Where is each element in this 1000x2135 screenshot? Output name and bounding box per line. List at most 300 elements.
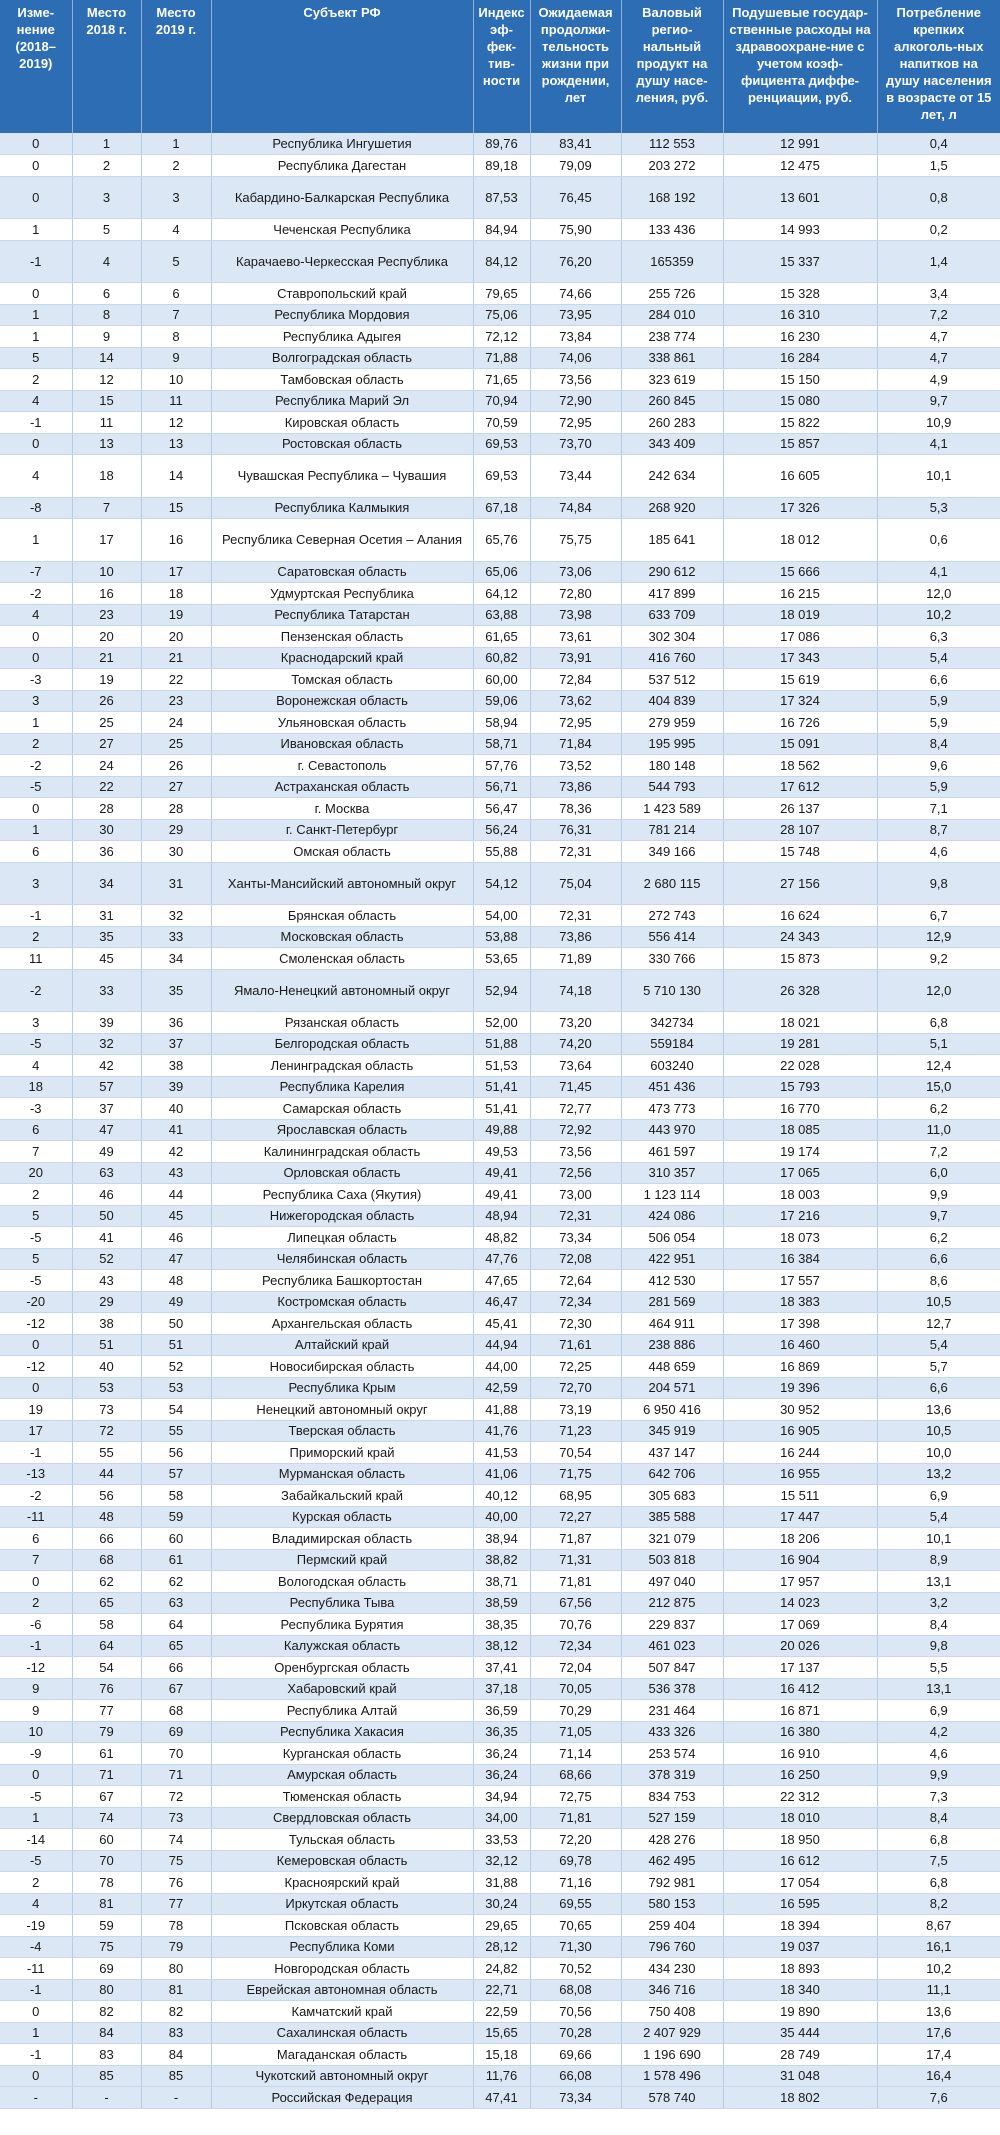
grp-cell: 506 054 xyxy=(621,1227,723,1249)
health-spending-cell: 16 612 xyxy=(723,1850,877,1872)
efficiency-index-cell: 69,53 xyxy=(473,433,530,455)
rank-2018-cell: 3 xyxy=(72,176,141,219)
subject-cell: Республика Марий Эл xyxy=(211,390,473,412)
grp-cell: 323 619 xyxy=(621,369,723,391)
rank-2019-cell: 83 xyxy=(141,2022,211,2044)
subject-cell: Кабардино-Балкарская Республика xyxy=(211,176,473,219)
grp-cell: 507 847 xyxy=(621,1657,723,1679)
rank-2019-cell: 20 xyxy=(141,626,211,648)
rank-2019-cell: 66 xyxy=(141,1657,211,1679)
header-subject: Субъект РФ xyxy=(211,0,473,133)
rank-2019-cell: 43 xyxy=(141,1162,211,1184)
grp-cell: 642 706 xyxy=(621,1463,723,1485)
efficiency-index-cell: 38,94 xyxy=(473,1528,530,1550)
grp-cell: 781 214 xyxy=(621,819,723,841)
efficiency-index-cell: 61,65 xyxy=(473,626,530,648)
grp-cell: 578 740 xyxy=(621,2087,723,2109)
change-cell: -5 xyxy=(0,776,72,798)
grp-cell: 796 760 xyxy=(621,1936,723,1958)
grp-cell: 330 766 xyxy=(621,948,723,970)
grp-cell: 437 147 xyxy=(621,1442,723,1464)
rank-2019-cell: 4 xyxy=(141,219,211,241)
grp-cell: 536 378 xyxy=(621,1678,723,1700)
alcohol-cell: 5,7 xyxy=(877,1356,1000,1378)
rank-2019-cell: 68 xyxy=(141,1700,211,1722)
header-rank-2018: Место 2018 г. xyxy=(72,0,141,133)
table-row xyxy=(0,1270,1000,1292)
header-grp-per-capita: Валовый регио-нальный продукт на душу насе-ления, руб. xyxy=(621,0,723,133)
alcohol-cell: 15,0 xyxy=(877,1076,1000,1098)
health-spending-cell: 18 206 xyxy=(723,1528,877,1550)
change-cell: 0 xyxy=(0,133,72,155)
health-spending-cell: 16 380 xyxy=(723,1721,877,1743)
life-expectancy-cell: 73,86 xyxy=(530,926,621,948)
efficiency-index-cell: 69,53 xyxy=(473,455,530,498)
rank-2019-cell: 16 xyxy=(141,519,211,562)
header-alcohol-consumption: Потребление крепких алкоголь-ных напитков на душу населения в возрасте от 15 лет, л xyxy=(877,0,1000,133)
alcohol-cell: 12,7 xyxy=(877,1313,1000,1335)
alcohol-cell: 10,9 xyxy=(877,412,1000,434)
life-expectancy-cell: 70,56 xyxy=(530,2001,621,2023)
health-spending-cell: 15 150 xyxy=(723,369,877,391)
subject-cell: Камчатский край xyxy=(211,2001,473,2023)
table-row xyxy=(0,2022,1000,2044)
subject-cell: Краснодарский край xyxy=(211,647,473,669)
alcohol-cell: 0,4 xyxy=(877,133,1000,155)
rank-2019-cell: 50 xyxy=(141,1313,211,1335)
change-cell: -20 xyxy=(0,1291,72,1313)
rank-2018-cell: 70 xyxy=(72,1850,141,1872)
change-cell: 1 xyxy=(0,519,72,562)
rank-2019-cell: 15 xyxy=(141,497,211,519)
rank-2018-cell: 80 xyxy=(72,1979,141,2001)
health-spending-cell: 20 026 xyxy=(723,1635,877,1657)
efficiency-index-cell: 44,00 xyxy=(473,1356,530,1378)
life-expectancy-cell: 73,44 xyxy=(530,455,621,498)
health-spending-cell: 12 475 xyxy=(723,155,877,177)
health-spending-cell: 16 605 xyxy=(723,455,877,498)
table-row xyxy=(0,1958,1000,1980)
change-cell: 7 xyxy=(0,1549,72,1571)
efficiency-index-cell: 65,76 xyxy=(473,519,530,562)
grp-cell: 1 123 114 xyxy=(621,1184,723,1206)
efficiency-index-cell: 52,94 xyxy=(473,969,530,1012)
change-cell: 18 xyxy=(0,1076,72,1098)
life-expectancy-cell: 70,76 xyxy=(530,1614,621,1636)
table-row xyxy=(0,647,1000,669)
alcohol-cell: 8,7 xyxy=(877,819,1000,841)
rank-2019-cell: 63 xyxy=(141,1592,211,1614)
grp-cell: 284 010 xyxy=(621,304,723,326)
change-cell: 0 xyxy=(0,1377,72,1399)
grp-cell: 443 970 xyxy=(621,1119,723,1141)
change-cell: 7 xyxy=(0,1141,72,1163)
rank-2019-cell: 72 xyxy=(141,1786,211,1808)
grp-cell: 260 283 xyxy=(621,412,723,434)
table-row xyxy=(0,347,1000,369)
alcohol-cell: 6,6 xyxy=(877,1248,1000,1270)
table-row xyxy=(0,905,1000,927)
alcohol-cell: 9,8 xyxy=(877,862,1000,905)
subject-cell: Красноярский край xyxy=(211,1872,473,1894)
header-efficiency-index: Индекс эф-фек-тив-ности xyxy=(473,0,530,133)
table-row xyxy=(0,1764,1000,1786)
change-cell: 0 xyxy=(0,433,72,455)
grp-cell: 238 774 xyxy=(621,326,723,348)
efficiency-index-cell: 72,12 xyxy=(473,326,530,348)
table-header xyxy=(0,0,1000,133)
life-expectancy-cell: 72,31 xyxy=(530,1205,621,1227)
rank-2019-cell: 10 xyxy=(141,369,211,391)
rank-2019-cell: 49 xyxy=(141,1291,211,1313)
subject-cell: Республика Крым xyxy=(211,1377,473,1399)
health-spending-cell: 16 905 xyxy=(723,1420,877,1442)
life-expectancy-cell: 79,09 xyxy=(530,155,621,177)
efficiency-index-cell: 89,76 xyxy=(473,133,530,155)
table-row xyxy=(0,798,1000,820)
table-row xyxy=(0,2065,1000,2087)
table-row xyxy=(0,1377,1000,1399)
change-cell: -9 xyxy=(0,1743,72,1765)
rank-2019-cell: 51 xyxy=(141,1334,211,1356)
subject-cell: Тульская область xyxy=(211,1829,473,1851)
grp-cell: 428 276 xyxy=(621,1829,723,1851)
efficiency-index-cell: 38,12 xyxy=(473,1635,530,1657)
grp-cell: 461 597 xyxy=(621,1141,723,1163)
life-expectancy-cell: 71,30 xyxy=(530,1936,621,1958)
subject-cell: Архангельская область xyxy=(211,1313,473,1335)
rank-2018-cell: 17 xyxy=(72,519,141,562)
subject-cell: Республика Калмыкия xyxy=(211,497,473,519)
life-expectancy-cell: 73,62 xyxy=(530,690,621,712)
grp-cell: 2 407 929 xyxy=(621,2022,723,2044)
rank-2019-cell: 59 xyxy=(141,1506,211,1528)
rank-2019-cell: 30 xyxy=(141,841,211,863)
alcohol-cell: 12,0 xyxy=(877,969,1000,1012)
life-expectancy-cell: 74,84 xyxy=(530,497,621,519)
change-cell: 0 xyxy=(0,2001,72,2023)
efficiency-index-cell: 59,06 xyxy=(473,690,530,712)
grp-cell: 1 578 496 xyxy=(621,2065,723,2087)
efficiency-index-cell: 84,12 xyxy=(473,240,530,283)
rank-2018-cell: 31 xyxy=(72,905,141,927)
rank-2019-cell: 26 xyxy=(141,755,211,777)
alcohol-cell: 11,0 xyxy=(877,1119,1000,1141)
subject-cell: Республика Бурятия xyxy=(211,1614,473,1636)
alcohol-cell: 3,2 xyxy=(877,1592,1000,1614)
efficiency-index-cell: 70,59 xyxy=(473,412,530,434)
rank-2019-cell: 42 xyxy=(141,1141,211,1163)
life-expectancy-cell: 73,34 xyxy=(530,2087,621,2109)
health-spending-cell: 17 957 xyxy=(723,1571,877,1593)
health-spending-cell: 16 871 xyxy=(723,1700,877,1722)
health-spending-cell: 18 010 xyxy=(723,1807,877,1829)
table-row xyxy=(0,412,1000,434)
efficiency-index-cell: 53,88 xyxy=(473,926,530,948)
life-expectancy-cell: 72,56 xyxy=(530,1162,621,1184)
change-cell: 0 xyxy=(0,626,72,648)
life-expectancy-cell: 75,04 xyxy=(530,862,621,905)
efficiency-index-cell: 71,88 xyxy=(473,347,530,369)
rank-2018-cell: 45 xyxy=(72,948,141,970)
health-spending-cell: 12 991 xyxy=(723,133,877,155)
alcohol-cell: 6,3 xyxy=(877,626,1000,648)
change-cell: -12 xyxy=(0,1313,72,1335)
life-expectancy-cell: 71,89 xyxy=(530,948,621,970)
rank-2018-cell: 55 xyxy=(72,1442,141,1464)
rank-2019-cell: 17 xyxy=(141,561,211,583)
grp-cell: 2 680 115 xyxy=(621,862,723,905)
efficiency-index-cell: 60,00 xyxy=(473,669,530,691)
table-row xyxy=(0,776,1000,798)
table-row xyxy=(0,1614,1000,1636)
rank-2019-cell: 27 xyxy=(141,776,211,798)
life-expectancy-cell: 72,90 xyxy=(530,390,621,412)
grp-cell: 212 875 xyxy=(621,1592,723,1614)
change-cell: 2 xyxy=(0,1592,72,1614)
rank-2018-cell: 32 xyxy=(72,1033,141,1055)
rank-2019-cell: 34 xyxy=(141,948,211,970)
rank-2019-cell: 47 xyxy=(141,1248,211,1270)
grp-cell: 1 196 690 xyxy=(621,2044,723,2066)
alcohol-cell: 1,4 xyxy=(877,240,1000,283)
rank-2019-cell: 64 xyxy=(141,1614,211,1636)
alcohol-cell: 8,9 xyxy=(877,1549,1000,1571)
grp-cell: 268 920 xyxy=(621,497,723,519)
rank-2019-cell: 54 xyxy=(141,1399,211,1421)
subject-cell: Чукотский автономный округ xyxy=(211,2065,473,2087)
change-cell: 9 xyxy=(0,1678,72,1700)
subject-cell: Свердловская область xyxy=(211,1807,473,1829)
health-spending-cell: 16 412 xyxy=(723,1678,877,1700)
life-expectancy-cell: 73,34 xyxy=(530,1227,621,1249)
grp-cell: 537 512 xyxy=(621,669,723,691)
alcohol-cell: 7,5 xyxy=(877,1850,1000,1872)
health-spending-cell: 15 873 xyxy=(723,948,877,970)
life-expectancy-cell: 72,64 xyxy=(530,1270,621,1292)
efficiency-index-cell: 31,88 xyxy=(473,1872,530,1894)
rank-2018-cell: 30 xyxy=(72,819,141,841)
rank-2019-cell: 31 xyxy=(141,862,211,905)
grp-cell: 259 404 xyxy=(621,1915,723,1937)
change-cell: -14 xyxy=(0,1829,72,1851)
efficiency-index-cell: 41,88 xyxy=(473,1399,530,1421)
health-spending-cell: 18 383 xyxy=(723,1291,877,1313)
subject-cell: Курганская область xyxy=(211,1743,473,1765)
alcohol-cell: 6,9 xyxy=(877,1485,1000,1507)
health-spending-cell: 15 080 xyxy=(723,390,877,412)
subject-cell: Хабаровский край xyxy=(211,1678,473,1700)
table-row xyxy=(0,369,1000,391)
table-row xyxy=(0,433,1000,455)
header-row xyxy=(0,0,1000,133)
rank-2018-cell: 37 xyxy=(72,1098,141,1120)
life-expectancy-cell: 73,86 xyxy=(530,776,621,798)
efficiency-index-cell: 15,18 xyxy=(473,2044,530,2066)
alcohol-cell: 9,9 xyxy=(877,1764,1000,1786)
life-expectancy-cell: 70,54 xyxy=(530,1442,621,1464)
life-expectancy-cell: 71,31 xyxy=(530,1549,621,1571)
alcohol-cell: 4,2 xyxy=(877,1721,1000,1743)
efficiency-index-cell: 24,82 xyxy=(473,1958,530,1980)
health-spending-cell: 35 444 xyxy=(723,2022,877,2044)
grp-cell: 556 414 xyxy=(621,926,723,948)
health-spending-cell: 16 910 xyxy=(723,1743,877,1765)
efficiency-index-cell: 36,24 xyxy=(473,1764,530,1786)
rank-2019-cell: 67 xyxy=(141,1678,211,1700)
subject-cell: Республика Коми xyxy=(211,1936,473,1958)
rank-2018-cell: 21 xyxy=(72,647,141,669)
life-expectancy-cell: 70,29 xyxy=(530,1700,621,1722)
table-row xyxy=(0,2001,1000,2023)
life-expectancy-cell: 73,19 xyxy=(530,1399,621,1421)
efficiency-index-cell: 67,18 xyxy=(473,497,530,519)
subject-cell: Волгоградская область xyxy=(211,347,473,369)
grp-cell: 464 911 xyxy=(621,1313,723,1335)
table-row xyxy=(0,1872,1000,1894)
rank-2019-cell: 80 xyxy=(141,1958,211,1980)
change-cell: 2 xyxy=(0,369,72,391)
header-rank-2019: Место 2019 г. xyxy=(141,0,211,133)
alcohol-cell: 16,1 xyxy=(877,1936,1000,1958)
efficiency-index-cell: 29,65 xyxy=(473,1915,530,1937)
rank-2019-cell: 6 xyxy=(141,283,211,305)
health-spending-cell: 15 328 xyxy=(723,283,877,305)
health-spending-cell: 18 394 xyxy=(723,1915,877,1937)
change-cell: -5 xyxy=(0,1033,72,1055)
alcohol-cell: 5,4 xyxy=(877,1506,1000,1528)
subject-cell: Самарская область xyxy=(211,1098,473,1120)
efficiency-index-cell: 51,53 xyxy=(473,1055,530,1077)
grp-cell: 434 230 xyxy=(621,1958,723,1980)
health-spending-cell: 22 028 xyxy=(723,1055,877,1077)
life-expectancy-cell: 67,56 xyxy=(530,1592,621,1614)
rank-2018-cell: 29 xyxy=(72,1291,141,1313)
rank-2018-cell: - xyxy=(72,2087,141,2109)
alcohol-cell: 12,9 xyxy=(877,926,1000,948)
table-row xyxy=(0,1442,1000,1464)
health-spending-cell: 16 284 xyxy=(723,347,877,369)
alcohol-cell: 6,8 xyxy=(877,1012,1000,1034)
change-cell: 5 xyxy=(0,1248,72,1270)
subject-cell: Мурманская область xyxy=(211,1463,473,1485)
grp-cell: 473 773 xyxy=(621,1098,723,1120)
table-row xyxy=(0,1141,1000,1163)
table-row xyxy=(0,455,1000,498)
health-spending-cell: 16 770 xyxy=(723,1098,877,1120)
grp-cell: 580 153 xyxy=(621,1893,723,1915)
change-cell: 5 xyxy=(0,347,72,369)
change-cell: -5 xyxy=(0,1227,72,1249)
efficiency-index-cell: 57,76 xyxy=(473,755,530,777)
health-spending-cell: 16 869 xyxy=(723,1356,877,1378)
subject-cell: Пензенская область xyxy=(211,626,473,648)
rank-2019-cell: 39 xyxy=(141,1076,211,1098)
alcohol-cell: 4,7 xyxy=(877,347,1000,369)
alcohol-cell: 1,5 xyxy=(877,155,1000,177)
alcohol-cell: 4,6 xyxy=(877,841,1000,863)
efficiency-index-cell: 56,24 xyxy=(473,819,530,841)
table-row xyxy=(0,1012,1000,1034)
table-row xyxy=(0,1076,1000,1098)
rank-2019-cell: 14 xyxy=(141,455,211,498)
subject-cell: Тюменская область xyxy=(211,1786,473,1808)
alcohol-cell: 6,6 xyxy=(877,1377,1000,1399)
rank-2018-cell: 40 xyxy=(72,1356,141,1378)
table-row xyxy=(0,1936,1000,1958)
rank-2019-cell: 9 xyxy=(141,347,211,369)
rank-2018-cell: 7 xyxy=(72,497,141,519)
table-row xyxy=(0,1356,1000,1378)
efficiency-index-cell: 40,12 xyxy=(473,1485,530,1507)
rank-2018-cell: 20 xyxy=(72,626,141,648)
subject-cell: Астраханская область xyxy=(211,776,473,798)
rank-2019-cell: 62 xyxy=(141,1571,211,1593)
rank-2019-cell: 55 xyxy=(141,1420,211,1442)
health-spending-cell: 28 749 xyxy=(723,2044,877,2066)
health-spending-cell: 18 893 xyxy=(723,1958,877,1980)
alcohol-cell: 10,1 xyxy=(877,1528,1000,1550)
rank-2018-cell: 26 xyxy=(72,690,141,712)
rank-2018-cell: 48 xyxy=(72,1506,141,1528)
rank-2019-cell: 12 xyxy=(141,412,211,434)
subject-cell: Тамбовская область xyxy=(211,369,473,391)
grp-cell: 238 886 xyxy=(621,1334,723,1356)
health-spending-cell: 17 324 xyxy=(723,690,877,712)
change-cell: -3 xyxy=(0,669,72,691)
subject-cell: Тверская область xyxy=(211,1420,473,1442)
health-spending-cell: 17 557 xyxy=(723,1270,877,1292)
grp-cell: 185 641 xyxy=(621,519,723,562)
subject-cell: Калининградская область xyxy=(211,1141,473,1163)
table-row xyxy=(0,604,1000,626)
life-expectancy-cell: 73,61 xyxy=(530,626,621,648)
efficiency-index-cell: 37,41 xyxy=(473,1657,530,1679)
rank-2018-cell: 13 xyxy=(72,433,141,455)
rank-2019-cell: 46 xyxy=(141,1227,211,1249)
alcohol-cell: 4,1 xyxy=(877,433,1000,455)
rank-2018-cell: 15 xyxy=(72,390,141,412)
subject-cell: Чувашская Республика – Чувашия xyxy=(211,455,473,498)
change-cell: 10 xyxy=(0,1721,72,1743)
change-cell: -1 xyxy=(0,2044,72,2066)
change-cell: 0 xyxy=(0,1334,72,1356)
rank-2019-cell: 40 xyxy=(141,1098,211,1120)
alcohol-cell: 8,4 xyxy=(877,1614,1000,1636)
change-cell: 2 xyxy=(0,1184,72,1206)
rank-2019-cell: 13 xyxy=(141,433,211,455)
subject-cell: Калужская область xyxy=(211,1635,473,1657)
efficiency-index-cell: 75,06 xyxy=(473,304,530,326)
change-cell: -1 xyxy=(0,240,72,283)
alcohol-cell: 12,0 xyxy=(877,583,1000,605)
grp-cell: 281 569 xyxy=(621,1291,723,1313)
alcohol-cell: 10,2 xyxy=(877,1958,1000,1980)
rank-2018-cell: 54 xyxy=(72,1657,141,1679)
subject-cell: г. Севастополь xyxy=(211,755,473,777)
subject-cell: Республика Татарстан xyxy=(211,604,473,626)
rank-2019-cell: 41 xyxy=(141,1119,211,1141)
change-cell: -2 xyxy=(0,583,72,605)
efficiency-index-cell: 34,94 xyxy=(473,1786,530,1808)
health-spending-cell: 19 281 xyxy=(723,1033,877,1055)
grp-cell: 343 409 xyxy=(621,433,723,455)
rank-2019-cell: 36 xyxy=(141,1012,211,1034)
life-expectancy-cell: 70,52 xyxy=(530,1958,621,1980)
change-cell: -5 xyxy=(0,1786,72,1808)
efficiency-index-cell: 89,18 xyxy=(473,155,530,177)
rank-2018-cell: 62 xyxy=(72,1571,141,1593)
